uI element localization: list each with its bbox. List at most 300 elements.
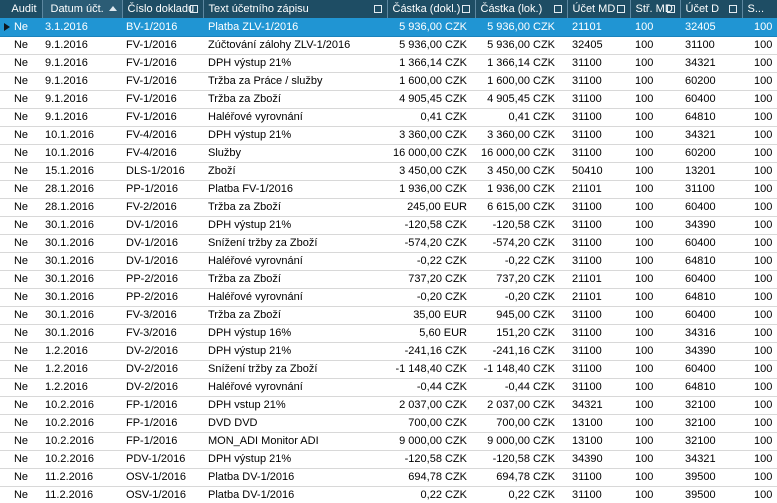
cell-ucet_d[interactable]: [680, 72, 742, 90]
cell-castka_lok[interactable]: [475, 342, 567, 360]
cell-castka_lok[interactable]: [475, 18, 567, 36]
cell-audit[interactable]: [0, 378, 42, 396]
cell-ucet_d[interactable]: [680, 36, 742, 54]
cell-castka_lok[interactable]: [475, 360, 567, 378]
cell-s[interactable]: [742, 306, 777, 324]
cell-text[interactable]: [203, 234, 387, 252]
cell-str_md[interactable]: [630, 216, 680, 234]
cell-audit[interactable]: [0, 450, 42, 468]
cell-datum[interactable]: [42, 468, 122, 486]
table-row[interactable]: [0, 432, 777, 450]
table-row[interactable]: [0, 378, 777, 396]
cell-s[interactable]: [742, 216, 777, 234]
cell-audit[interactable]: [0, 486, 42, 503]
cell-castka_lok[interactable]: [475, 306, 567, 324]
cell-s[interactable]: [742, 378, 777, 396]
cell-castka_dokl[interactable]: [387, 270, 475, 288]
cell-castka_lok[interactable]: [475, 378, 567, 396]
column-options-icon[interactable]: [617, 5, 625, 13]
cell-audit[interactable]: [0, 108, 42, 126]
cell-datum[interactable]: [42, 90, 122, 108]
cell-cislo[interactable]: [122, 54, 203, 72]
cell-ucet_d[interactable]: [680, 324, 742, 342]
cell-castka_lok[interactable]: [475, 252, 567, 270]
cell-castka_dokl[interactable]: [387, 414, 475, 432]
cell-ucet_md[interactable]: [567, 486, 630, 503]
cell-str_md[interactable]: [630, 414, 680, 432]
cell-castka_lok[interactable]: [475, 36, 567, 54]
cell-castka_dokl[interactable]: [387, 378, 475, 396]
cell-castka_lok[interactable]: [475, 396, 567, 414]
cell-ucet_md[interactable]: [567, 126, 630, 144]
cell-audit[interactable]: [0, 126, 42, 144]
cell-s[interactable]: [742, 414, 777, 432]
cell-cislo[interactable]: [122, 360, 203, 378]
cell-datum[interactable]: [42, 18, 122, 36]
cell-text[interactable]: [203, 450, 387, 468]
cell-str_md[interactable]: [630, 450, 680, 468]
cell-castka_dokl[interactable]: [387, 252, 475, 270]
cell-ucet_d[interactable]: [680, 198, 742, 216]
cell-cislo[interactable]: [122, 486, 203, 503]
table-row[interactable]: [0, 198, 777, 216]
cell-castka_dokl[interactable]: [387, 450, 475, 468]
cell-s[interactable]: [742, 126, 777, 144]
cell-castka_dokl[interactable]: [387, 162, 475, 180]
cell-ucet_md[interactable]: [567, 234, 630, 252]
cell-castka_dokl[interactable]: [387, 288, 475, 306]
cell-castka_dokl[interactable]: [387, 72, 475, 90]
cell-text[interactable]: [203, 180, 387, 198]
cell-cislo[interactable]: [122, 468, 203, 486]
cell-cislo[interactable]: [122, 162, 203, 180]
cell-castka_lok[interactable]: [475, 72, 567, 90]
cell-castka_lok[interactable]: [475, 144, 567, 162]
cell-str_md[interactable]: [630, 126, 680, 144]
cell-s[interactable]: [742, 162, 777, 180]
cell-text[interactable]: [203, 126, 387, 144]
cell-s[interactable]: [742, 342, 777, 360]
cell-castka_dokl[interactable]: [387, 432, 475, 450]
cell-ucet_md[interactable]: [567, 270, 630, 288]
cell-str_md[interactable]: [630, 54, 680, 72]
cell-datum[interactable]: [42, 450, 122, 468]
cell-s[interactable]: [742, 324, 777, 342]
cell-datum[interactable]: [42, 198, 122, 216]
cell-ucet_d[interactable]: [680, 432, 742, 450]
cell-str_md[interactable]: [630, 72, 680, 90]
cell-datum[interactable]: [42, 414, 122, 432]
cell-text[interactable]: [203, 72, 387, 90]
cell-audit[interactable]: [0, 18, 42, 36]
cell-cislo[interactable]: [122, 216, 203, 234]
cell-str_md[interactable]: [630, 36, 680, 54]
cell-cislo[interactable]: [122, 144, 203, 162]
cell-s[interactable]: [742, 432, 777, 450]
cell-cislo[interactable]: [122, 126, 203, 144]
cell-castka_lok[interactable]: [475, 54, 567, 72]
cell-datum[interactable]: [42, 486, 122, 503]
column-options-icon[interactable]: [374, 5, 382, 13]
cell-castka_dokl[interactable]: [387, 360, 475, 378]
table-row[interactable]: [0, 72, 777, 90]
column-options-icon[interactable]: [190, 5, 198, 13]
cell-cislo[interactable]: [122, 36, 203, 54]
cell-text[interactable]: [203, 324, 387, 342]
cell-text[interactable]: [203, 468, 387, 486]
column-header-text[interactable]: [203, 0, 387, 18]
cell-s[interactable]: [742, 54, 777, 72]
cell-text[interactable]: [203, 144, 387, 162]
cell-ucet_d[interactable]: [680, 468, 742, 486]
cell-ucet_d[interactable]: [680, 360, 742, 378]
cell-audit[interactable]: [0, 324, 42, 342]
column-header-ucet_md[interactable]: [567, 0, 630, 18]
cell-cislo[interactable]: [122, 288, 203, 306]
cell-datum[interactable]: [42, 288, 122, 306]
cell-datum[interactable]: [42, 72, 122, 90]
cell-castka_lok[interactable]: [475, 234, 567, 252]
cell-audit[interactable]: [0, 198, 42, 216]
table-row[interactable]: [0, 324, 777, 342]
cell-ucet_d[interactable]: [680, 252, 742, 270]
cell-ucet_md[interactable]: [567, 450, 630, 468]
cell-audit[interactable]: [0, 342, 42, 360]
cell-s[interactable]: [742, 72, 777, 90]
cell-str_md[interactable]: [630, 324, 680, 342]
cell-ucet_d[interactable]: [680, 108, 742, 126]
cell-audit[interactable]: [0, 216, 42, 234]
cell-datum[interactable]: [42, 234, 122, 252]
cell-ucet_md[interactable]: [567, 468, 630, 486]
cell-ucet_md[interactable]: [567, 198, 630, 216]
cell-cislo[interactable]: [122, 72, 203, 90]
cell-str_md[interactable]: [630, 270, 680, 288]
cell-cislo[interactable]: [122, 324, 203, 342]
cell-audit[interactable]: [0, 180, 42, 198]
cell-datum[interactable]: [42, 180, 122, 198]
cell-datum[interactable]: [42, 126, 122, 144]
cell-castka_dokl[interactable]: [387, 324, 475, 342]
cell-text[interactable]: [203, 54, 387, 72]
cell-audit[interactable]: [0, 414, 42, 432]
column-options-icon[interactable]: [667, 5, 675, 13]
cell-datum[interactable]: [42, 342, 122, 360]
cell-castka_lok[interactable]: [475, 198, 567, 216]
cell-audit[interactable]: [0, 54, 42, 72]
table-row[interactable]: [0, 54, 777, 72]
cell-text[interactable]: [203, 342, 387, 360]
cell-cislo[interactable]: [122, 414, 203, 432]
table-row[interactable]: [0, 396, 777, 414]
cell-text[interactable]: [203, 396, 387, 414]
cell-text[interactable]: [203, 270, 387, 288]
cell-ucet_d[interactable]: [680, 234, 742, 252]
cell-castka_lok[interactable]: [475, 468, 567, 486]
cell-audit[interactable]: [0, 468, 42, 486]
table-row[interactable]: [0, 216, 777, 234]
cell-s[interactable]: [742, 450, 777, 468]
cell-ucet_d[interactable]: [680, 414, 742, 432]
cell-str_md[interactable]: [630, 144, 680, 162]
table-row[interactable]: [0, 342, 777, 360]
table-row[interactable]: [0, 360, 777, 378]
table-row[interactable]: [0, 162, 777, 180]
cell-text[interactable]: [203, 288, 387, 306]
cell-castka_dokl[interactable]: [387, 468, 475, 486]
cell-str_md[interactable]: [630, 288, 680, 306]
cell-text[interactable]: [203, 306, 387, 324]
cell-castka_lok[interactable]: [475, 270, 567, 288]
cell-str_md[interactable]: [630, 180, 680, 198]
cell-audit[interactable]: [0, 36, 42, 54]
cell-cislo[interactable]: [122, 396, 203, 414]
cell-audit[interactable]: [0, 144, 42, 162]
cell-ucet_md[interactable]: [567, 144, 630, 162]
cell-castka_dokl[interactable]: [387, 198, 475, 216]
cell-text[interactable]: [203, 162, 387, 180]
table-row[interactable]: [0, 306, 777, 324]
cell-str_md[interactable]: [630, 486, 680, 503]
cell-audit[interactable]: [0, 396, 42, 414]
cell-cislo[interactable]: [122, 342, 203, 360]
cell-ucet_d[interactable]: [680, 162, 742, 180]
cell-str_md[interactable]: [630, 360, 680, 378]
cell-audit[interactable]: [0, 72, 42, 90]
cell-ucet_md[interactable]: [567, 162, 630, 180]
cell-str_md[interactable]: [630, 252, 680, 270]
cell-s[interactable]: [742, 234, 777, 252]
cell-castka_lok[interactable]: [475, 90, 567, 108]
cell-castka_lok[interactable]: [475, 216, 567, 234]
cell-castka_lok[interactable]: [475, 180, 567, 198]
cell-s[interactable]: [742, 252, 777, 270]
cell-cislo[interactable]: [122, 18, 203, 36]
cell-castka_lok[interactable]: [475, 108, 567, 126]
cell-s[interactable]: [742, 18, 777, 36]
cell-text[interactable]: [203, 360, 387, 378]
column-header-castka_dokl[interactable]: [387, 0, 475, 18]
cell-castka_dokl[interactable]: [387, 342, 475, 360]
cell-castka_dokl[interactable]: [387, 126, 475, 144]
cell-text[interactable]: [203, 378, 387, 396]
cell-s[interactable]: [742, 144, 777, 162]
cell-cislo[interactable]: [122, 108, 203, 126]
cell-castka_lok[interactable]: [475, 450, 567, 468]
cell-s[interactable]: [742, 36, 777, 54]
cell-datum[interactable]: [42, 432, 122, 450]
cell-datum[interactable]: [42, 252, 122, 270]
table-row[interactable]: [0, 18, 777, 36]
cell-datum[interactable]: [42, 396, 122, 414]
cell-s[interactable]: [742, 90, 777, 108]
cell-castka_lok[interactable]: [475, 288, 567, 306]
cell-str_md[interactable]: [630, 342, 680, 360]
table-row[interactable]: [0, 450, 777, 468]
cell-audit[interactable]: [0, 252, 42, 270]
table-row[interactable]: [0, 90, 777, 108]
cell-audit[interactable]: [0, 432, 42, 450]
cell-datum[interactable]: [42, 108, 122, 126]
cell-ucet_d[interactable]: [680, 378, 742, 396]
cell-castka_dokl[interactable]: [387, 486, 475, 503]
column-header-ucet_d[interactable]: [680, 0, 742, 18]
cell-audit[interactable]: [0, 270, 42, 288]
table-row[interactable]: [0, 234, 777, 252]
cell-cislo[interactable]: [122, 180, 203, 198]
cell-ucet_d[interactable]: [680, 54, 742, 72]
cell-s[interactable]: [742, 180, 777, 198]
column-header-datum[interactable]: [42, 0, 122, 18]
cell-ucet_md[interactable]: [567, 54, 630, 72]
cell-text[interactable]: [203, 18, 387, 36]
cell-s[interactable]: [742, 288, 777, 306]
cell-ucet_md[interactable]: [567, 432, 630, 450]
cell-s[interactable]: [742, 270, 777, 288]
column-header-castka_lok[interactable]: [475, 0, 567, 18]
cell-text[interactable]: [203, 432, 387, 450]
cell-text[interactable]: [203, 486, 387, 503]
cell-ucet_d[interactable]: [680, 450, 742, 468]
table-row[interactable]: [0, 468, 777, 486]
cell-cislo[interactable]: [122, 450, 203, 468]
cell-str_md[interactable]: [630, 234, 680, 252]
cell-ucet_d[interactable]: [680, 270, 742, 288]
cell-s[interactable]: [742, 468, 777, 486]
cell-ucet_md[interactable]: [567, 414, 630, 432]
cell-audit[interactable]: [0, 162, 42, 180]
cell-str_md[interactable]: [630, 396, 680, 414]
table-row[interactable]: [0, 252, 777, 270]
cell-s[interactable]: [742, 360, 777, 378]
cell-datum[interactable]: [42, 216, 122, 234]
cell-ucet_d[interactable]: [680, 90, 742, 108]
cell-datum[interactable]: [42, 162, 122, 180]
column-header-audit[interactable]: [0, 0, 42, 18]
cell-ucet_d[interactable]: [680, 126, 742, 144]
cell-datum[interactable]: [42, 54, 122, 72]
column-options-icon[interactable]: [462, 5, 470, 13]
cell-cislo[interactable]: [122, 270, 203, 288]
table-row[interactable]: [0, 486, 777, 503]
cell-text[interactable]: [203, 36, 387, 54]
cell-ucet_md[interactable]: [567, 288, 630, 306]
cell-cislo[interactable]: [122, 306, 203, 324]
cell-castka_dokl[interactable]: [387, 396, 475, 414]
cell-ucet_md[interactable]: [567, 342, 630, 360]
cell-text[interactable]: [203, 216, 387, 234]
cell-castka_lok[interactable]: [475, 486, 567, 503]
cell-datum[interactable]: [42, 360, 122, 378]
cell-text[interactable]: [203, 198, 387, 216]
cell-audit[interactable]: [0, 90, 42, 108]
cell-ucet_md[interactable]: [567, 90, 630, 108]
cell-s[interactable]: [742, 396, 777, 414]
table-row[interactable]: [0, 180, 777, 198]
cell-ucet_md[interactable]: [567, 396, 630, 414]
cell-ucet_d[interactable]: [680, 486, 742, 503]
cell-castka_dokl[interactable]: [387, 90, 475, 108]
cell-castka_dokl[interactable]: [387, 36, 475, 54]
cell-cislo[interactable]: [122, 252, 203, 270]
column-options-icon[interactable]: [554, 5, 562, 13]
cell-datum[interactable]: [42, 36, 122, 54]
cell-datum[interactable]: [42, 324, 122, 342]
cell-castka_dokl[interactable]: [387, 144, 475, 162]
cell-str_md[interactable]: [630, 468, 680, 486]
cell-castka_dokl[interactable]: [387, 180, 475, 198]
cell-ucet_d[interactable]: [680, 288, 742, 306]
cell-castka_dokl[interactable]: [387, 234, 475, 252]
cell-audit[interactable]: [0, 306, 42, 324]
cell-text[interactable]: [203, 414, 387, 432]
table-row[interactable]: [0, 288, 777, 306]
cell-ucet_md[interactable]: [567, 216, 630, 234]
cell-s[interactable]: [742, 486, 777, 503]
cell-cislo[interactable]: [122, 234, 203, 252]
cell-str_md[interactable]: [630, 90, 680, 108]
cell-castka_lok[interactable]: [475, 126, 567, 144]
cell-ucet_d[interactable]: [680, 396, 742, 414]
cell-ucet_md[interactable]: [567, 252, 630, 270]
cell-ucet_md[interactable]: [567, 306, 630, 324]
cell-ucet_d[interactable]: [680, 180, 742, 198]
cell-str_md[interactable]: [630, 162, 680, 180]
cell-str_md[interactable]: [630, 432, 680, 450]
cell-text[interactable]: [203, 252, 387, 270]
cell-castka_dokl[interactable]: [387, 108, 475, 126]
table-row[interactable]: [0, 126, 777, 144]
column-options-icon[interactable]: [729, 5, 737, 13]
cell-audit[interactable]: [0, 360, 42, 378]
cell-castka_lok[interactable]: [475, 162, 567, 180]
cell-castka_dokl[interactable]: [387, 54, 475, 72]
cell-audit[interactable]: [0, 234, 42, 252]
cell-str_md[interactable]: [630, 378, 680, 396]
cell-ucet_md[interactable]: [567, 180, 630, 198]
cell-ucet_d[interactable]: [680, 18, 742, 36]
cell-str_md[interactable]: [630, 306, 680, 324]
cell-ucet_d[interactable]: [680, 306, 742, 324]
cell-str_md[interactable]: [630, 198, 680, 216]
cell-ucet_d[interactable]: [680, 342, 742, 360]
cell-datum[interactable]: [42, 378, 122, 396]
table-row[interactable]: [0, 36, 777, 54]
cell-audit[interactable]: [0, 288, 42, 306]
cell-cislo[interactable]: [122, 378, 203, 396]
cell-datum[interactable]: [42, 144, 122, 162]
cell-cislo[interactable]: [122, 432, 203, 450]
cell-cislo[interactable]: [122, 198, 203, 216]
column-header-cislo[interactable]: [122, 0, 203, 18]
cell-ucet_md[interactable]: [567, 36, 630, 54]
cell-ucet_md[interactable]: [567, 108, 630, 126]
column-header-str_md[interactable]: [630, 0, 680, 18]
cell-ucet_md[interactable]: [567, 72, 630, 90]
cell-datum[interactable]: [42, 270, 122, 288]
cell-castka_lok[interactable]: [475, 324, 567, 342]
cell-ucet_d[interactable]: [680, 216, 742, 234]
table-row[interactable]: [0, 144, 777, 162]
table-row[interactable]: [0, 270, 777, 288]
cell-s[interactable]: [742, 198, 777, 216]
cell-s[interactable]: [742, 108, 777, 126]
cell-text[interactable]: [203, 108, 387, 126]
column-header-s[interactable]: [742, 0, 777, 18]
cell-datum[interactable]: [42, 306, 122, 324]
cell-str_md[interactable]: [630, 18, 680, 36]
cell-ucet_md[interactable]: [567, 18, 630, 36]
